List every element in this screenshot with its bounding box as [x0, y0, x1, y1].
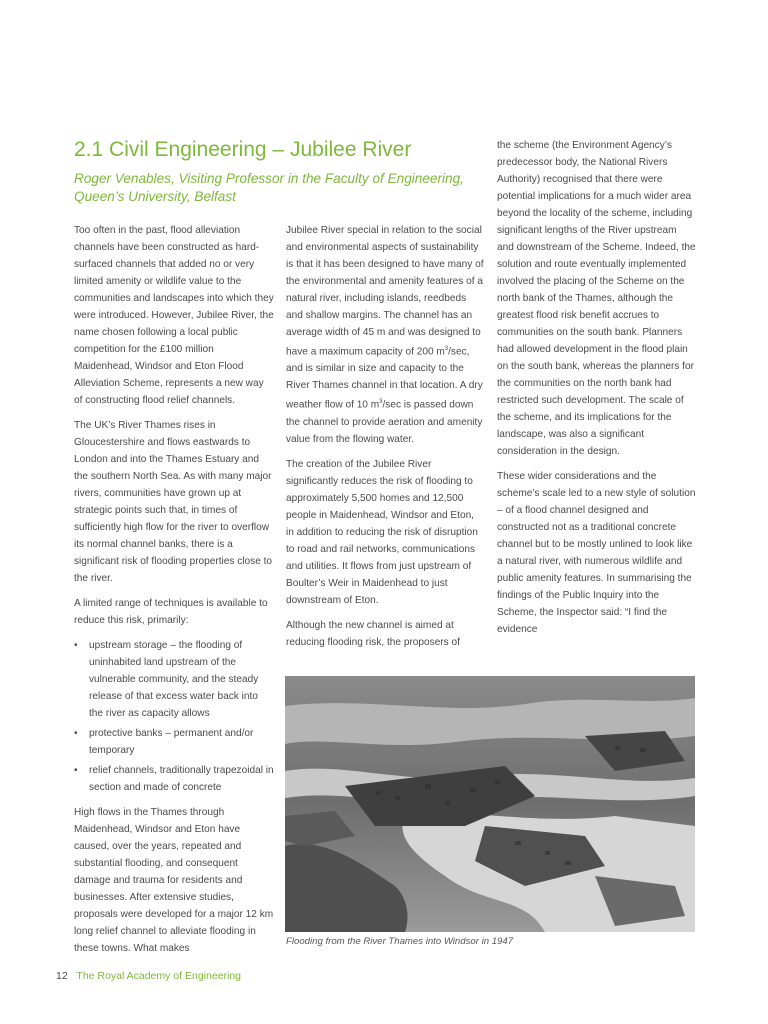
page-footer — [56, 970, 241, 982]
bullet-icon: • — [74, 765, 78, 776]
paragraph: A limited range of techniques is available to reduce this risk, primarily: — [74, 598, 268, 626]
list-item: • upstream storage – the flooding of uninhabited land upstream of the vulnerable community, and the steady release of that excess water back into the river as capacity allows — [74, 637, 274, 722]
technique-list — [74, 637, 274, 796]
author-subtitle: Roger Venables, Visiting Professor in the Faculty of Engineering, Queen’s University, Belfast — [74, 171, 464, 204]
column-3 — [497, 137, 696, 646]
bullet-icon: • — [74, 640, 78, 651]
list-item: • relief channels, traditionally trapezoidal in section and made of concrete — [74, 762, 274, 796]
page-number: 12 — [56, 970, 68, 982]
column-2 — [286, 222, 484, 659]
flood-aerial-photo — [285, 676, 695, 932]
figure-caption: Flooding from the River Thames into Windsor in 1947 — [286, 936, 514, 947]
paragraph: Jubilee River special in relation to the social and environmental aspects of sustainability is that it has been designed to have many of the environmental and amenity features of a natural river, including islands, reedbeds and shallow margins. The channel has an average width of 45 m and was designed to have a maximum capacity of 200 $m^3/\sec$, and is similar in size and capacity to the River Thames channel in that location. A dry weather flow of 10 $m^3/\sec$ is passed down the channel to provide aeration and amenity value from the flowing water. — [286, 225, 484, 445]
paragraph: These wider considerations and the scheme’s scale led to a new style of solution – of a flood channel designed and constructed not as a traditional concrete channel but to be mostly unlined to look like a natural river, with numerous wildlife and public amenity features. In summarising the findings of the Public Inquiry into the Scheme, the Inspector said: “I find the evidence — [497, 471, 696, 635]
page-title: 2.1 Civil Engineering – Jubilee River — [74, 138, 412, 161]
publisher-name: The Royal Academy of Engineering — [76, 970, 242, 982]
bullet-icon: • — [74, 728, 78, 739]
paragraph: the scheme (the Environment Agency’s predecessor body, the National Rivers Authority) recognised that there were potential implications for a much wider area beyond the locality of the scheme, including significant lengths of the River upstream and downstream of the Scheme. Indeed, the solution and route eventually implemented involved the placing of the Scheme on the north bank of the Thames, although the greatest flood risk benefit accrues to communities on the south bank. Planners had allowed development in the flood plain on the south bank, whereas the planners for the communities on the north bank had restricted such development. The scale of the scheme, and its implications for the landscape, was also a significant consideration in the design. — [497, 140, 696, 457]
paragraph: The creation of the Jubilee River significantly reduces the risk of flooding to approximately 5,500 homes and 12,500 people in Maidenhead, Windsor and Eton, in addition to reducing the risk of disruption to road and rail networks, communications and utilities. It flows from just upstream of Boulter’s Weir in Maidenhead to just downstream of Eton. — [286, 458, 478, 606]
paragraph: Too often in the past, flood alleviation channels have been constructed as hard-surfaced channels that added no or very limited amenity or wildlife value to the communities and landscapes into which they were introduced. However, Jubilee River, the name chosen following a local public competition for the £100 million Maidenhead, Windsor and Eton Flood Alleviation Scheme, represents a new way of constructing flood relief channels. — [74, 225, 274, 406]
list-item: • protective banks – permanent and/or temporary — [74, 725, 274, 759]
paragraph: The UK’s River Thames rises in Gloucestershire and flows eastwards to London and into the Thames Estuary and the southern North Sea. As with many major rivers, communities have grown up at strategic points such that, in times of sufficiently high flow for the river to overflow its normal channel banks, there is a significant risk of flooding properties close to the river. — [74, 420, 273, 584]
paragraph: High flows in the Thames through Maidenhead, Windsor and Eton have caused, over the years, repeated and substantial flooding, and consequent damage and trauma for residents and businesses. After extensive studies, proposals were developed for a major 12 km long relief channel to alleviate flooding in these towns. What makes — [74, 807, 274, 954]
column-1 — [74, 222, 274, 965]
paragraph: Although the new channel is aimed at reducing flooding risk, the proposers of — [286, 619, 460, 648]
